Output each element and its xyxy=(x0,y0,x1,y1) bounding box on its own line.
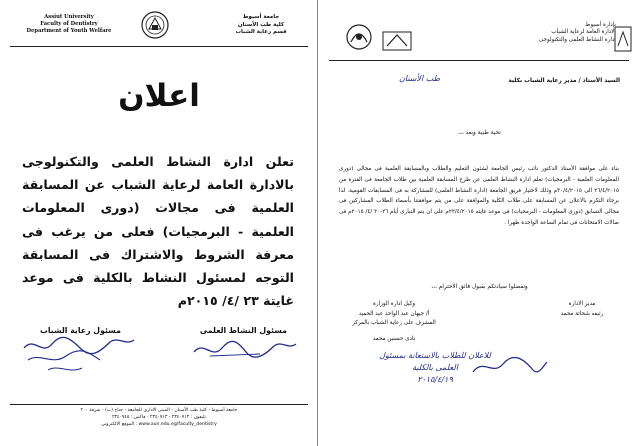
youth-logo-icon xyxy=(379,26,415,56)
scientific-activity-officer-label: مسئول النشاط العلمى xyxy=(199,326,287,335)
undersecretary-title: وكيل ادارة الوزارة xyxy=(372,301,416,307)
letterhead-en-line: Department of Youth Welfare xyxy=(26,28,112,34)
letterhead-en-line: Faculty of Dentistry xyxy=(40,21,98,27)
addressee-handwritten: طب الأسنان xyxy=(399,74,440,83)
letterhead-ar-line: قسم رعاية الشباب xyxy=(235,29,287,35)
letterhead-line: الادارة العامة لرعاية الشباب xyxy=(551,29,616,36)
letterhead-arabic xyxy=(213,14,309,37)
greeting: تحية طيبة وبعد ،،، xyxy=(458,130,501,136)
closing-line: وتفضلوا سيادتكم بقبول فائق الاحترام ،،، xyxy=(431,284,528,290)
footer-divider xyxy=(10,404,308,405)
undersecretary-role: المشرف على رعاية الشباب بالمركز xyxy=(352,320,436,327)
university-crest-icon xyxy=(140,10,170,40)
annotation-line: العلمى بالكلية xyxy=(412,363,458,372)
letterhead-ar-line: جامعة أسيوط xyxy=(242,14,280,20)
official-letter-document xyxy=(319,0,640,446)
letterhead-english xyxy=(14,14,124,35)
director-signature-block xyxy=(542,300,622,319)
announcement-body: تعلن ادارة النشاط العلمى والتكنولوجى بالادارة العامة لرعاية الشباب عن المسابقة العلمية فى مجالات (دورى المعلومات العلمية - البرمجيات) فعلى من يرغب فى معرفة الشروط والاشتراك فى المسابقة التوجه لمسئول النشاط بالكلية فى موعد غايتة ٢٣ /٤/ ٢٠١٥م xyxy=(22,154,294,309)
addressee-line: السيد الأستاذ / مدير رعاية الشباب بكلية xyxy=(508,78,620,84)
handwritten-signature xyxy=(469,352,549,382)
youth-welfare-officer-label: مسئول رعاية الشباب xyxy=(40,326,121,335)
announcement-title: اعلان xyxy=(118,78,200,114)
letterhead-line: بإدارة أسيوط xyxy=(585,22,616,28)
university-seal-icon xyxy=(612,24,634,54)
supervisor-name: نادى حسنين محمد xyxy=(372,335,416,342)
undersecretary-name: أ/ جيهان عبد الواحد عبد الحميد xyxy=(358,310,430,317)
footer-address: جامعة أسيوط - كلية طب الأسنان - المبنى الادارى للجامعة - جناح (ب) - شرقة ٢٠٠ xyxy=(80,408,238,413)
signature-youth-welfare-officer xyxy=(18,334,138,378)
director-name: رئيفه شحاتة محمد xyxy=(560,310,604,317)
annotation-line: للاعلان للطلاب بالاستعانة بمسئول xyxy=(379,351,491,360)
announcement-document xyxy=(0,0,318,446)
letterhead-en-line: Assiut University xyxy=(44,14,94,20)
footer-website: الموقع الالكترونى : www.aun.edu.eg/faculty_dentistry xyxy=(101,422,217,427)
undersecretary-signature-block xyxy=(339,300,449,344)
letterhead-ar-line: كلية طب الأسنان xyxy=(237,21,285,28)
header-divider xyxy=(329,60,629,61)
annotation-date: ٢٠١٥/٤/١٩ xyxy=(417,375,453,384)
ministry-emblem-icon xyxy=(341,22,377,52)
footer-phone: تليفون : ٢٣٤٠٧١٢ - ٢٣٤٠٧١٣ - فاكس : ٢٣٤٠٧٤٥ xyxy=(112,415,206,420)
letterhead-arabic xyxy=(492,22,616,44)
header-divider xyxy=(10,46,308,47)
signature-scientific-officer xyxy=(190,334,300,364)
director-title: مدير الادارة xyxy=(568,301,596,307)
letterhead-line: ادارة النشاط العلمى والتكنولوجى xyxy=(538,36,616,43)
letter-body: بناء على موافقة الأستاذ الدكتور نائب رئيس الجامعة لشئون التعليم والطلاب وبالمسابقة العلمية فى مجالى (دورى المعلومات العلمية - البرمجيات) تعلم ادارة النشاط العلمى عن طرح المسابقة العلمية بين طلاب الجامعة فى الفترة من ٢٦/٤/٢٠١٥ الى ٣٠/٤/٢٠١٥م وذلك لاختيار فريق الجامعة (ادارة النشاط العلمى) للمشاركة به فى المسابقات القومية. لذا برجاء التكرم بالاعلان عن المسابقة على طلاب الكلية والموافقة على من يتم موافقتنا بأسماء الطلاب المشاركين فى مجالى التسابق (دورى المعلومات - البرمجيات) فى موعد غايته ٢٣/٤/٢٠١٥م على ان يتم التبارى أيام ٢٦-٣٠ /٤/ ٢٠١٥م فى صالات الامتحانات فى تمام الساعة الواحدة ظهرا . xyxy=(339,166,620,226)
